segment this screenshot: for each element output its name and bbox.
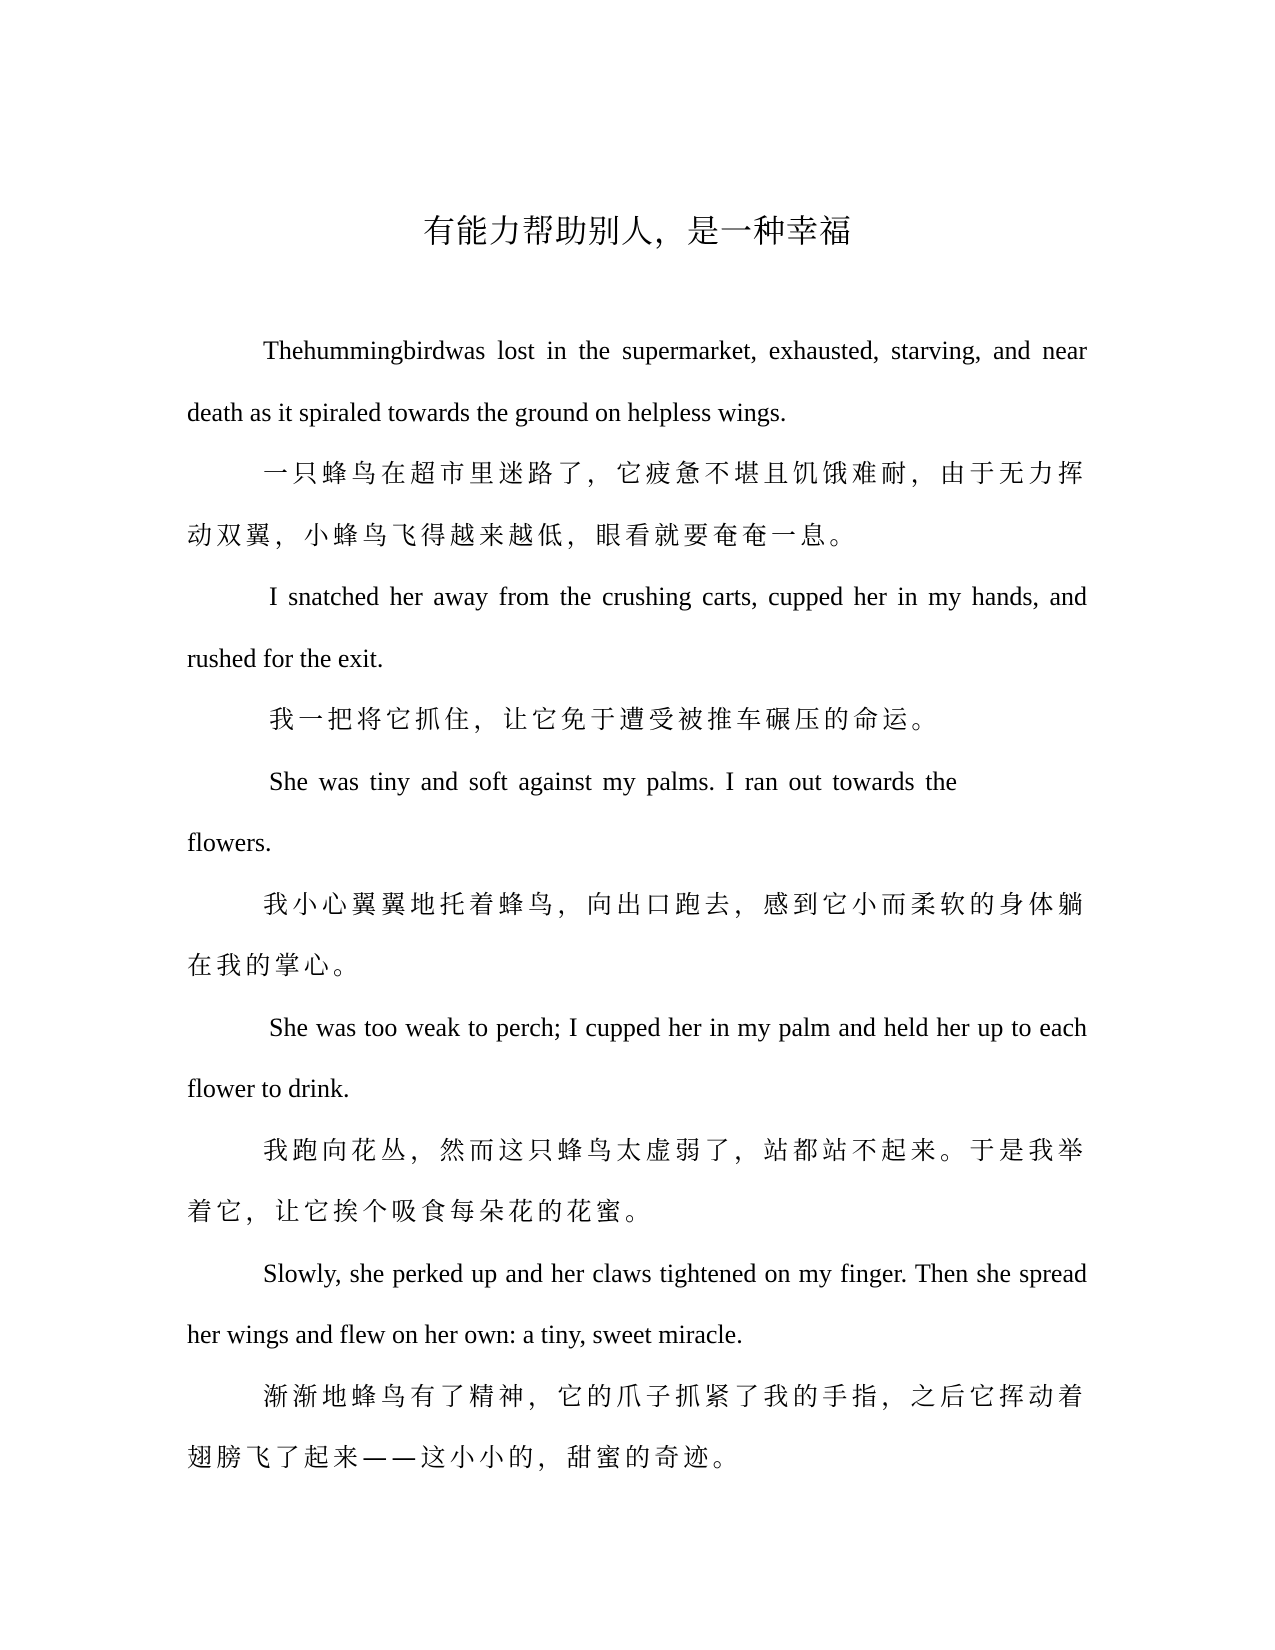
paragraph-chinese: 渐渐地蜂鸟有了精神，它的爪子抓紧了我的手指，之后它挥动着翅膀飞了起来——这小小的，甜蜜的奇迹。 [187,1381,1087,1472]
paragraph-chinese: 一只蜂鸟在超市里迷路了，它疲惫不堪且饥饿难耐，由于无力挥动双翼，小蜂鸟飞得越来越低，眼看就要奄奄一息。 [187,459,1087,550]
paragraph-chinese: 我一把将它抓住，让它免于遭受被推车碾压的命运。 [269,705,941,734]
paragraph-english: Thehummingbirdwas lost in the supermarket, exhausted, starving, and near death as it spiraled towards the ground on helpless wings. [187,336,1087,427]
paragraph-english: She was tiny and soft against my palms. I ran out towards the flowers. [187,766,957,857]
paragraph-english: She was too weak to perch; I cupped her in my palm and held her up to each flower to drink. [187,1012,1087,1103]
document-body [187,320,1087,1489]
document-title: 有能力帮助别人，是一种幸福 [422,212,852,250]
paragraph-english: I snatched her away from the crushing carts, cupped her in my hands, and rushed for the exit. [187,582,1087,673]
paragraph-chinese: 我跑向花丛，然而这只蜂鸟太虚弱了，站都站不起来。于是我举着它，让它挨个吸食每朵花的花蜜。 [187,1135,1087,1226]
paragraph-english: Slowly, she perked up and her claws tightened on my finger. Then she spread her wings and flew on her own: a tiny, sweet miracle. [187,1258,1087,1349]
paragraph-chinese: 我小心翼翼地托着蜂鸟，向出口跑去，感到它小而柔软的身体躺在我的掌心。 [187,889,1087,980]
